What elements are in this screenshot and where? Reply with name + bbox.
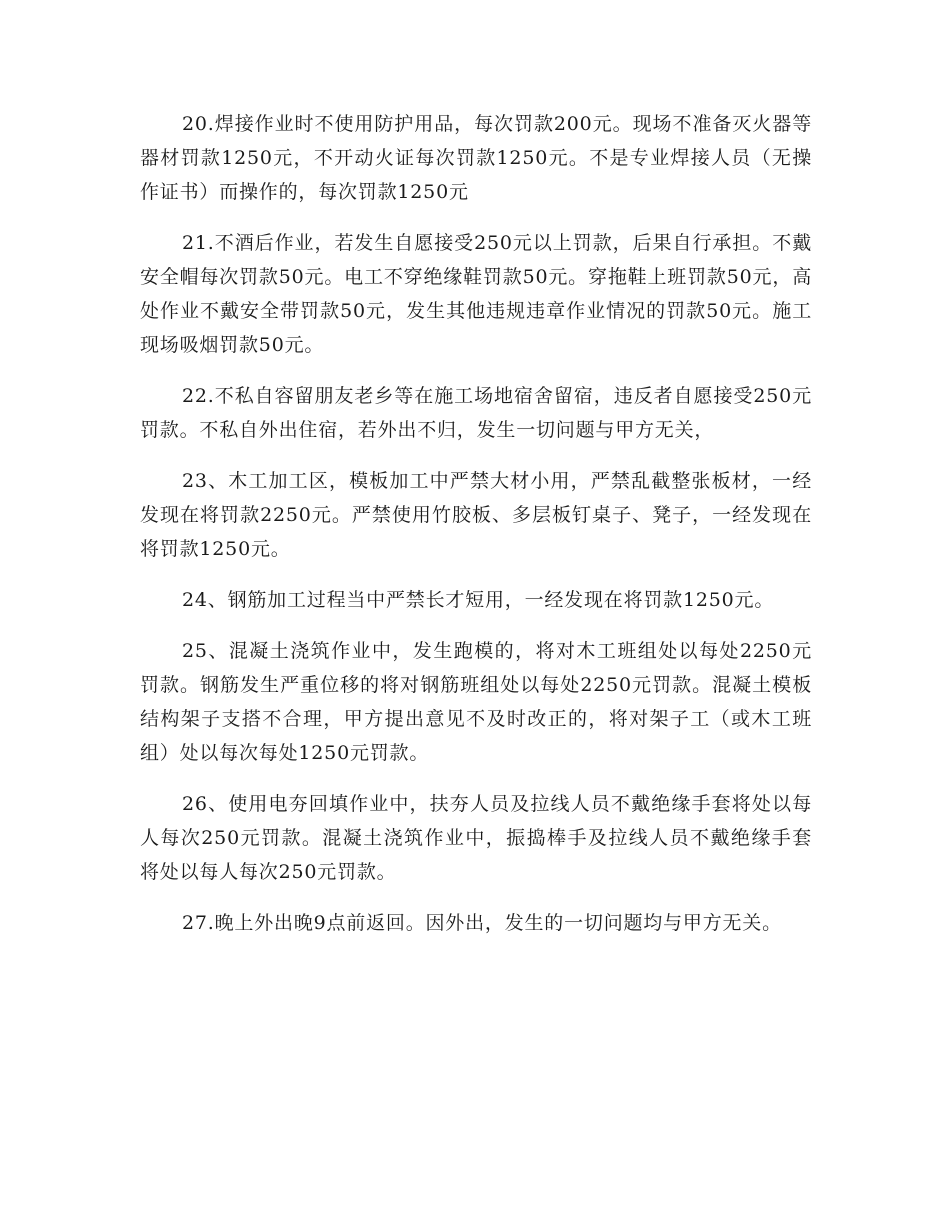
paragraph-26: 26、使用电夯回填作业中，扶夯人员及拉线人员不戴绝缘手套将处以每人每次250元罚款。混凝土浇筑作业中，振捣棒手及拉线人员不戴绝缘手套将处以每人每次250元罚款。: [140, 793, 812, 883]
paragraph-25: 25、混凝土浇筑作业中，发生跑模的，将对木工班组处以每处2250元罚款。钢筋发生严重位移的将对钢筋班组处以每处2250元罚款。混凝土模板结构架子支搭不合理，甲方提出意见不及时改正的，将对架子工（或木工班组）处以每次每处1250元罚款。: [140, 640, 812, 764]
paragraph-24: 24、钢筋加工过程当中严禁长才短用，一经发现在将罚款1250元。: [182, 589, 775, 611]
paragraph-22: 22.不私自容留朋友老乡等在施工场地宿舍留宿，违反者自愿接受250元罚款。不私自外出住宿，若外出不归，发生一切问题与甲方无关，: [140, 385, 812, 441]
paragraph-21: 21.不酒后作业，若发生自愿接受250元以上罚款，后果自行承担。不戴安全帽每次罚款50元。电工不穿绝缘鞋罚款50元。穿拖鞋上班罚款50元，高处作业不戴安全带罚款50元，发生其他违规违章作业情况的罚款50元。施工现场吸烟罚款50元。: [140, 232, 812, 356]
paragraph-23: 23、木工加工区，模板加工中严禁大材小用，严禁乱截整张板材，一经发现在将罚款2250元。严禁使用竹胶板、多层板钉桌子、凳子，一经发现在将罚款1250元。: [140, 470, 812, 560]
paragraph-20: 20.焊接作业时不使用防护用品，每次罚款200元。现场不准备灭火器等器材罚款1250元，不开动火证每次罚款1250元。不是专业焊接人员（无操作证书）而操作的，每次罚款1250元: [140, 113, 812, 203]
paragraph-27: 27.晚上外出晚9点前返回。因外出，发生的一切问题均与甲方无关。: [182, 912, 782, 934]
document-body: [140, 107, 812, 957]
